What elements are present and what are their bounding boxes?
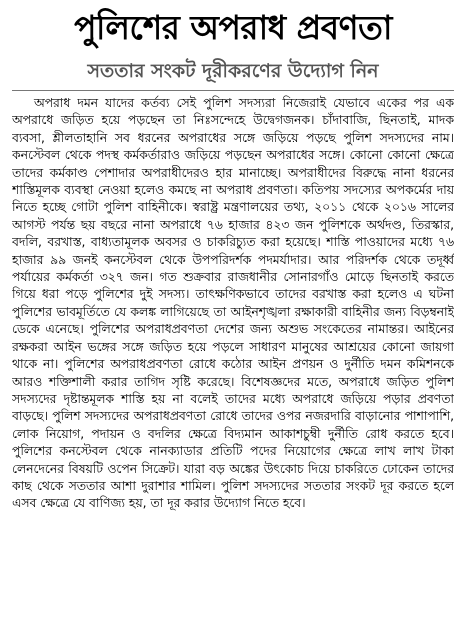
- article-subheadline: সততার সংকট দূরীকরণের উদ্যোগ নিন: [87, 60, 379, 82]
- article-headline: পুলিশের অপরাধ প্রবণতা: [74, 8, 392, 47]
- article-body: অপরাধ দমন যাদের কর্তব্য সেই পুলিশ সদস্যরা নিজেরাই যেভাবে একের পর এক অপরাধে জড়িত হয়ে পড়ছেন তা নিঃসন্দেহে উদ্বেগজনক। চাঁদাবাজি, ছিনতাই, মাদক ব্যবসা, শ্লীলতাহানি সব ধরনের অপরাধের সঙ্গে জড়িয়ে পড়ছে পুলিশ সদস্যদের নাম। কনস্টেবল থেকে পদস্থ কর্মকর্তারাও জড়িয়ে পড়ছেন অপরাধের সঙ্গে। কোনো কোনো ক্ষেত্রে তাদের কর্মকাণ্ড পেশাদার অপরাধীদেরও হার মানাচ্ছে। অপরাধীদের বিরুদ্ধে নানা ধরনের শাস্তিমূলক ব্যবস্থা নেওয়া হলেও কমছে না অপরাধ প্রবণতা। কতিপয় সদস্যের অপকর্মের দায় নিতে হচ্ছে গোটা পুলিশ বাহিনীকে। স্বরাষ্ট্র মন্ত্রণালয়ের তথ্য, ২০১১ থেকে ২০১৬ সালের আগস্ট পর্যন্ত ছয় বছরে নানা অপরাধে ৭৬ হাজার ৪২৩ জন পুলিশকে অর্থদণ্ড, তিরস্কার, বদলি, বরখাস্ত, বাধ্যতামূলক অবসর ও চাকরিচ্যুত করা হয়েছে। শাস্তি পাওয়াদের মধ্যে ৭৬ হাজার ৯৯ জনই কনস্টেবল থেকে উপপরিদর্শক পদমর্যাদার। আর পরিদর্শক থেকে তদূর্ধ্ব পর্যায়ের কর্মকর্তা ৩২৭ জন। গত শুক্রবার রাজধানীর সোনারগাঁও মোড়ে ছিনতাই করতে গিয়ে ধরা পড়ে পুলিশের দুই সদস্য। তাৎক্ষণিকভাবে তাদের বরখাস্ত করা হলেও এ ঘটনা পুলিশের ভাবমূর্তিতে যে কলঙ্ক লাগিয়েছে তা আইনশৃঙ্খলা রক্ষাকারী বাহিনীর জন্য বিড়ম্বনাই ডেকে এনেছে। পুলিশের অপরাধপ্রবণতা দেশের জন্য অশুভ সংকেতের নামান্তর। আইনের রক্ষকরা আইন ভঙ্গের সঙ্গে জড়িত হয়ে পড়লে সাধারণ মানুষের আশ্রয়ের কোনো জায়গা থাকে না। পুলিশের অপরাধপ্রবণতা রোধে কঠোর আইন প্রণয়ন ও দুর্নীতি দমন কমিশনকে আরও শক্তিশালী করার তাগিদ সৃষ্টি করেছে। বিশেষজ্ঞদের মতে, অপরাধে জড়িত পুলিশ সদস্যদের দৃষ্টান্তমূলক শাস্তি হয় না বলেই তাদের মধ্যে অপরাধে জড়িয়ে পড়ার প্রবণতা বাড়ছে। পুলিশ সদস্যদের অপরাধপ্রবণতা রোধে তাদের ওপর নজরদারি বাড়ানোর পাশাপাশি, লোক নিয়োগ, পদায়ন ও বদলির ক্ষেত্রে বিদ্যমান আকাশচুম্বী দুর্নীতি রোধ করতে হবে। পুলিশের কনস্টেবল থেকে নানক্যাডার প্রতিটি পদের নিয়োগের ক্ষেত্রে লাখ লাখ টাকা লেনদেনের বিষয়টি ওপেন সিক্রেট। যারা বড় অঙ্কের উৎকোচ দিয়ে চাকরিতে ঢোকেন তাদের কাছ থেকে সততার আশা দুরাশার শামিল। পুলিশ সদস্যদের সততার সংকট দূর করতে হলে এসব ক্ষেত্রে যে বাণিজ্য হয়, তা দূর করার উদ্যোগ নিতে হবে।: [12, 96, 454, 511]
- divider: [12, 90, 454, 91]
